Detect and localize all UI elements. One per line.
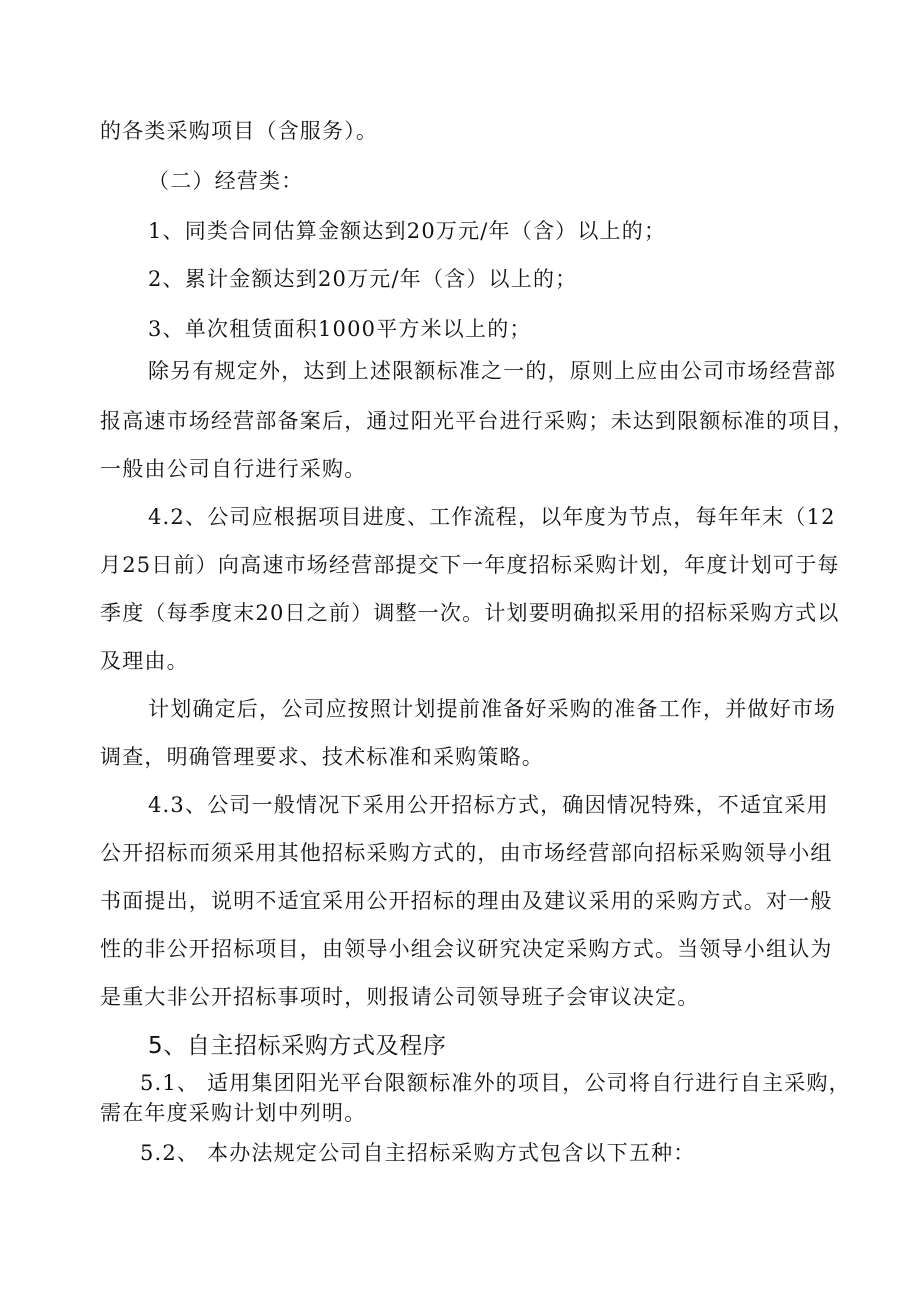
list-item: 1、同类合同估算金额达到20万元/年（含）以上的； <box>148 219 667 243</box>
paragraph-line: 4.3、公司一般情况下采用公开招标方式，确因情况特殊，不适宜采用 <box>148 793 829 817</box>
paragraph-line: 的各类采购项目（含服务）。 <box>100 119 379 143</box>
paragraph-line: 调查，明确管理要求、技术标准和采购策略。 <box>100 745 544 769</box>
subsection-title: （二）经营类： <box>148 169 304 193</box>
paragraph-line: 5.2、 本办法规定公司自主招标采购方式包含以下五种： <box>140 1141 696 1165</box>
paragraph-line: 5.1、 适用集团阳光平台限额标准外的项目，公司将自行进行自主采购， <box>140 1071 851 1095</box>
section-heading: 5、自主招标采购方式及程序 <box>148 1033 447 1059</box>
list-item: 2、累计金额达到20万元/年（含）以上的； <box>148 267 578 291</box>
paragraph-line: 月25日前）向高速市场经营部提交下一年度招标采购计划，年度计划可于每 <box>100 553 840 577</box>
paragraph-line: 报高速市场经营部备案后，通过阳光平台进行采购；未达到限额标准的项目， <box>100 409 855 433</box>
paragraph-line: 及理由。 <box>100 649 189 673</box>
paragraph-line: 需在年度采购计划中列明。 <box>100 1101 367 1125</box>
paragraph-line: 公开招标而须采用其他招标采购方式的，由市场经营部向招标采购领导小组 <box>100 841 833 865</box>
paragraph-line: 季度（每季度末20日之前）调整一次。计划要明确拟采用的招标采购方式以 <box>100 601 840 625</box>
paragraph-line: 计划确定后，公司应按照计划提前准备好采购的准备工作，并做好市场 <box>148 697 837 721</box>
list-item: 3、单次租赁面积1000平方米以上的； <box>148 317 532 341</box>
paragraph-line: 性的非公开招标项目，由领导小组会议研究决定采购方式。当领导小组认为 <box>100 937 833 961</box>
paragraph-line: 除另有规定外，达到上述限额标准之一的，原则上应由公司市场经营部 <box>148 359 837 383</box>
paragraph-line: 书面提出，说明不适宜采用公开招标的理由及建议采用的采购方式。对一般 <box>100 889 833 913</box>
paragraph-line: 4.2、公司应根据项目进度、工作流程，以年度为节点，每年年末（12 <box>148 505 836 529</box>
paragraph-line: 是重大非公开招标事项时，则报请公司领导班子会审议决定。 <box>100 985 700 1009</box>
paragraph-line: 一般由公司自行进行采购。 <box>100 457 367 481</box>
